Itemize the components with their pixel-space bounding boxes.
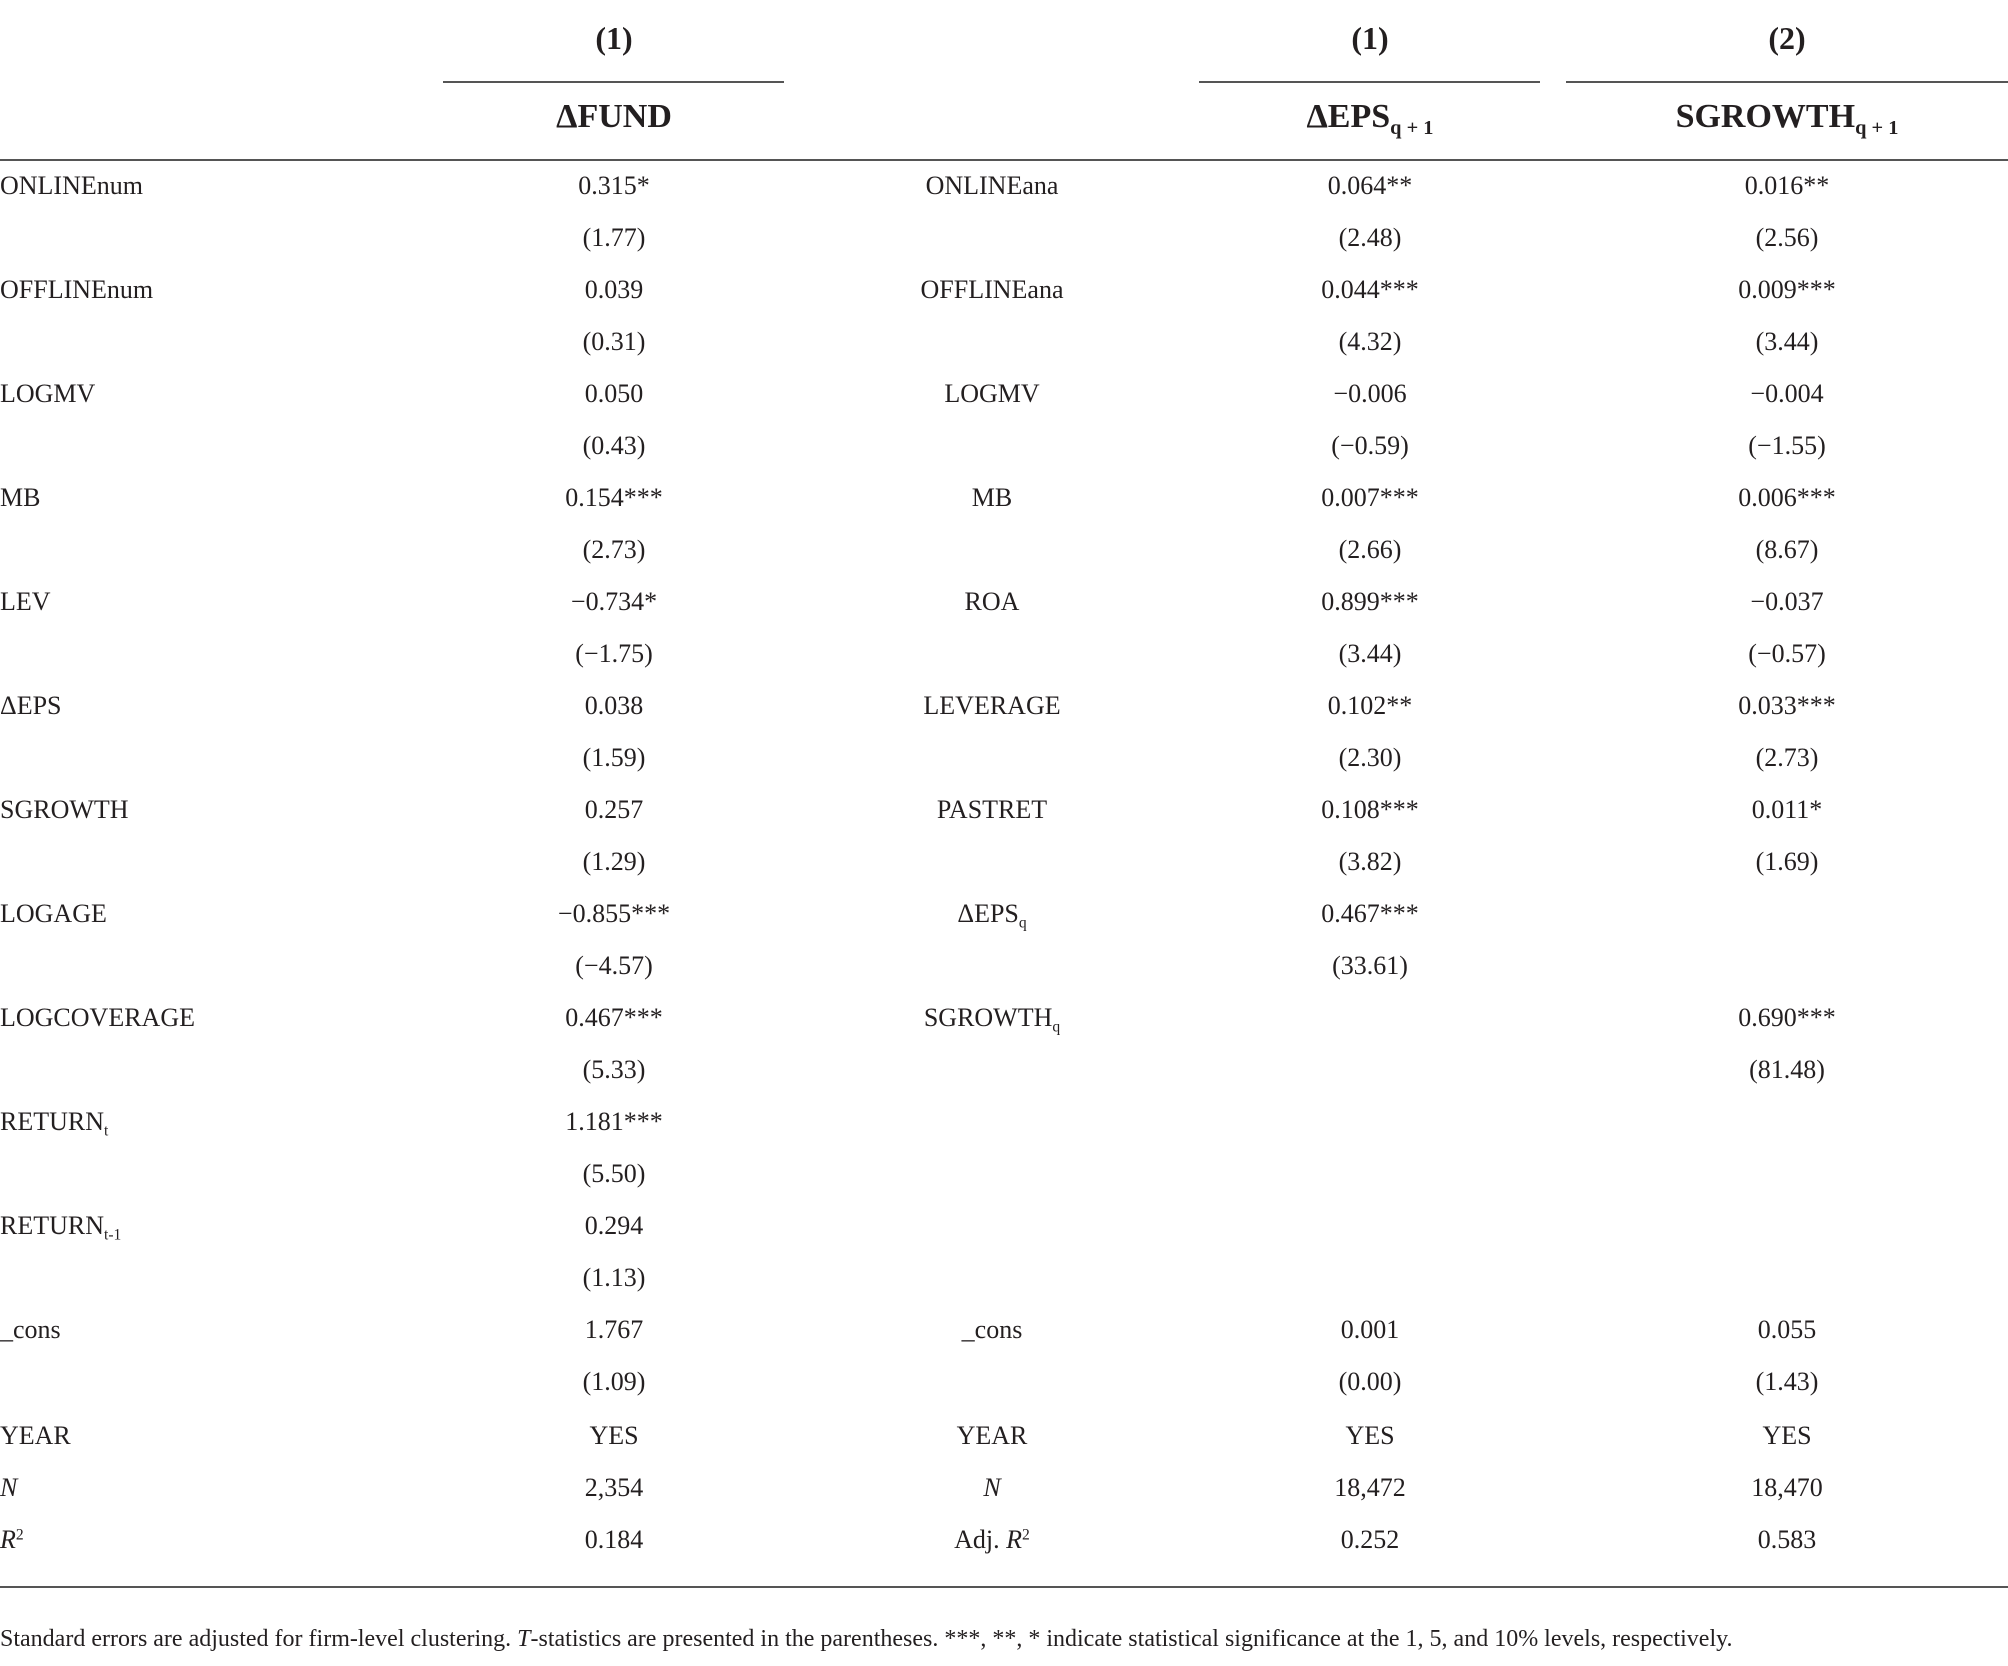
left-var-label: OFFLINEnum [0,275,154,304]
header-rule-mid [1199,81,1540,83]
left-var-label: ΔEPS [0,691,62,720]
left-var-label: LOGCOVERAGE [0,1003,195,1032]
header-bottom-rule [0,159,2008,161]
header-rule-right [1566,81,2008,83]
left-var-label: _cons [0,1315,61,1344]
header-rule-left [443,81,784,83]
left-var-label: LOGAGE [0,899,107,928]
year-label: YEAR [0,1421,71,1450]
left-var-label: $RETURN_t$ [0,1107,109,1140]
n-label: N [0,1473,18,1502]
left-var-label: LEV [0,587,51,616]
left-var-label: SGROWTH [0,795,129,824]
table-bottom-rule [0,1586,2008,1588]
table-footnote: Standard errors are adjusted for firm-level clustering. T-statistics are presented in the parentheses. ***, **, * indicate statistical significance at the 1, 5, and 10% levels, respectively. [0,1626,1733,1652]
left-var-label: ONLINEnum [0,171,143,200]
left-var-label: LOGMV [0,379,96,408]
r2-label: $R^2$ [0,1525,24,1554]
left-var-label: MB [0,483,41,512]
left-var-label: $RETURN_{t-1}$ [0,1211,122,1244]
